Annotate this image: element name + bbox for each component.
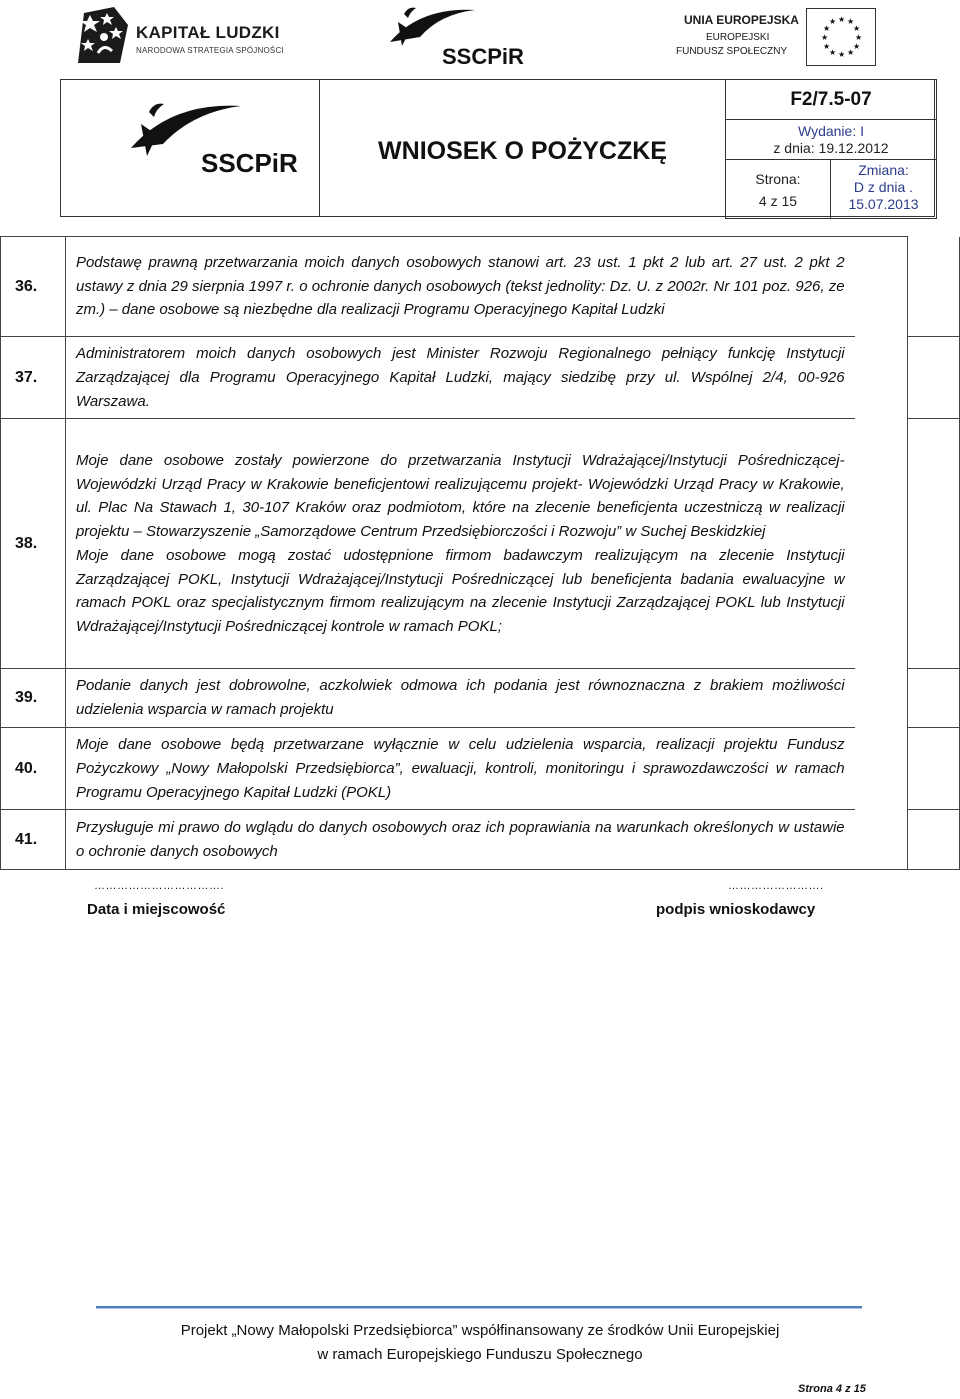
svg-text:★: ★ — [853, 42, 861, 51]
date-place-dots: ……………………………. — [94, 880, 225, 892]
footer-line2: w ramach Europejskiego Funduszu Społecznego — [317, 1346, 643, 1363]
ue-line2: EUROPEJSKI — [706, 32, 770, 43]
checkbox-cell[interactable] — [908, 810, 960, 870]
svg-text:★: ★ — [847, 48, 855, 57]
svg-text:★: ★ — [838, 15, 846, 24]
checkbox-cell[interactable] — [908, 727, 960, 809]
row-number: 38. — [1, 419, 66, 669]
svg-text:★: ★ — [829, 17, 837, 26]
unia-europejska-logo — [676, 8, 876, 68]
change-label: Zmiana: — [858, 162, 909, 178]
checkbox-cell[interactable] — [908, 237, 960, 337]
kapital-ludzki-title: KAPITAŁ LUDZKI — [136, 23, 280, 42]
eu-flag-icon — [806, 8, 876, 66]
row-text — [65, 337, 854, 419]
statement-text-2: Moje dane osobowe mogą zostać udostępnione firmom badawczym realizującym na zlecenie Instytucji Zarządzającej POKL, Instytucji Wdrażającej/Instytucji Pośredniczącej lub beneficjenta badania ewaluacyjne w ramach POKL oraz specjalistycznym firmom realizującym na zlecenie Instytucji Zarządzającej POKL lub Instytucji Wdrażającej/Instytucji Pośredniczącej kontrole w ramach POKL; — [75, 546, 845, 636]
table-row — [1, 419, 960, 669]
form-title: WNIOSEK O POŻYCZKĘ — [378, 136, 667, 165]
row-text — [65, 419, 854, 669]
table-row — [1, 669, 960, 728]
statement-text: Podanie danych jest dobrowolne, aczkolwiek odmowa ich podania jest równoznaczna z brakiem możliwości udzielenia wsparcia w ramach projektu — [75, 677, 845, 719]
document-header-table — [60, 79, 935, 217]
svg-text:★: ★ — [829, 48, 837, 57]
row-number: 37. — [1, 337, 66, 419]
kapital-ludzki-logo — [74, 5, 284, 67]
page-value: 4 z 15 — [758, 193, 798, 209]
row-text — [65, 669, 854, 728]
svg-text:★: ★ — [853, 24, 861, 33]
kapital-ludzki-subtitle: NARODOWA STRATEGIA SPÓJNOŚCI — [136, 46, 284, 55]
svg-text:★: ★ — [823, 24, 831, 33]
signature-label: podpis wnioskodawcy — [656, 901, 816, 918]
row-text — [65, 237, 854, 337]
statement-text: Podstawę prawną przetwarzania moich danych osobowych stanowi art. 23 ust. 1 pkt 2 lub art. 27 ust. 2 pkt 2 ustawy z dnia 29 sierpnia 1997 r. o ochronie danych osobowych (tekst jednolity: Dz. U. z 2002r. Nr 101 poz. 926, ze zm.) – dane osobowe są niezbędne dla realizacji Programu Operacyjnego Kapitał Ludzki — [75, 253, 845, 319]
svg-text:★: ★ — [838, 50, 846, 59]
table-row — [1, 337, 960, 419]
svg-text:★: ★ — [855, 33, 863, 42]
sscpir-header-text: SSCPiR — [201, 148, 298, 178]
sscpir-top-text: SSCPiR — [442, 44, 524, 69]
checkbox-cell[interactable] — [908, 419, 960, 669]
edition-cell — [725, 119, 937, 160]
sscpir-logo-top — [380, 2, 530, 72]
header-logo-cell — [60, 79, 320, 217]
change-value: D z dnia . — [853, 179, 914, 195]
consent-table — [0, 236, 960, 870]
statement-text: Moje dane osobowe będą przetwarzane wyłącznie w celu udzielenia wsparcia, realizacji projektu Fundusz Pożyczkowy „Nowy Małopolski Przedsiębiorca”, ewaluacji, kontroli, monitoringu i sprawozdawczości w ramach Programu Operacyjnego Kapitał Ludzki (POKL) — [75, 735, 845, 801]
row-number: 40. — [1, 727, 66, 809]
row-text — [65, 810, 854, 870]
edition-date: z dnia: 19.12.2012 — [773, 140, 889, 156]
row-number: 36. — [1, 237, 66, 337]
svg-text:★: ★ — [821, 33, 829, 42]
table-row — [1, 727, 960, 809]
checkbox-cell[interactable] — [908, 669, 960, 728]
date-place-label: Data i miejscowość — [87, 901, 226, 918]
edition-label: Wydanie: I — [797, 123, 864, 139]
ue-line3: FUNDUSZ SPOŁECZNY — [676, 46, 788, 57]
change-cell — [830, 159, 937, 219]
change-date: 15.07.2013 — [848, 196, 919, 212]
top-logo-bar — [0, 0, 960, 75]
form-code: F2/7.5-07 — [725, 79, 937, 120]
statement-text: Administratorem moich danych osobowych jest Minister Rozwoju Regionalnego pełniący funkcję Instytucji Zarządzającej dla Programu Operacyjnego Kapitał Ludzki, mający siedzibę przy ul. Wspólnej 2/4, 00-926 Warszawa. — [75, 345, 845, 410]
page-label: Strona: — [755, 171, 801, 187]
row-number: 41. — [1, 810, 66, 870]
row-number: 39. — [1, 669, 66, 728]
page-cell — [725, 159, 831, 219]
statement-text: Moje dane osobowe zostały powierzone do przetwarzania Instytucji Wdrażającej/Instytucji Pośredniczącej- Wojewódzki Urząd Pracy w Krakowie beneficjentowi realizującemu projekt- Wojewódzki Urząd Pracy w Krakowie, ul. Plac Na Stawach 1, 30-107 Kraków oraz podmiotom, które na zlecenie beneficjenta uczestniczą w realizacji projektu – Stowarzyszenie „Samorządowe Centrum Przedsiębiorczości i Rozwoju” w Suchej Beskidzkiej — [75, 451, 845, 541]
sscpir-swoosh-icon — [380, 2, 530, 72]
footer-line1: Projekt „Nowy Małopolski Przedsiębiorca” współfinansowany ze środków Unii Europejskiej — [180, 1322, 780, 1339]
statement-text: Przysługuje mi prawo do wglądu do danych osobowych oraz ich poprawiania na warunkach określonych w ustawie o ochronie danych osobowych — [75, 819, 845, 860]
svg-text:★: ★ — [847, 17, 855, 26]
checkbox-cell[interactable] — [908, 337, 960, 419]
signature-dots: ……………………. — [728, 880, 824, 892]
empty-column-1 — [855, 237, 908, 870]
table-row — [1, 810, 960, 870]
footer-divider-light — [96, 1308, 862, 1309]
kapital-ludzki-emblem-icon — [74, 5, 132, 65]
form-title-cell — [319, 79, 726, 217]
ue-line1: UNIA EUROPEJSKA — [684, 13, 799, 27]
page-number: Strona 4 z 15 — [798, 1383, 866, 1395]
sscpir-logo-header — [61, 80, 319, 216]
row-text — [65, 727, 854, 809]
svg-text:★: ★ — [823, 42, 831, 51]
table-row — [1, 237, 960, 337]
